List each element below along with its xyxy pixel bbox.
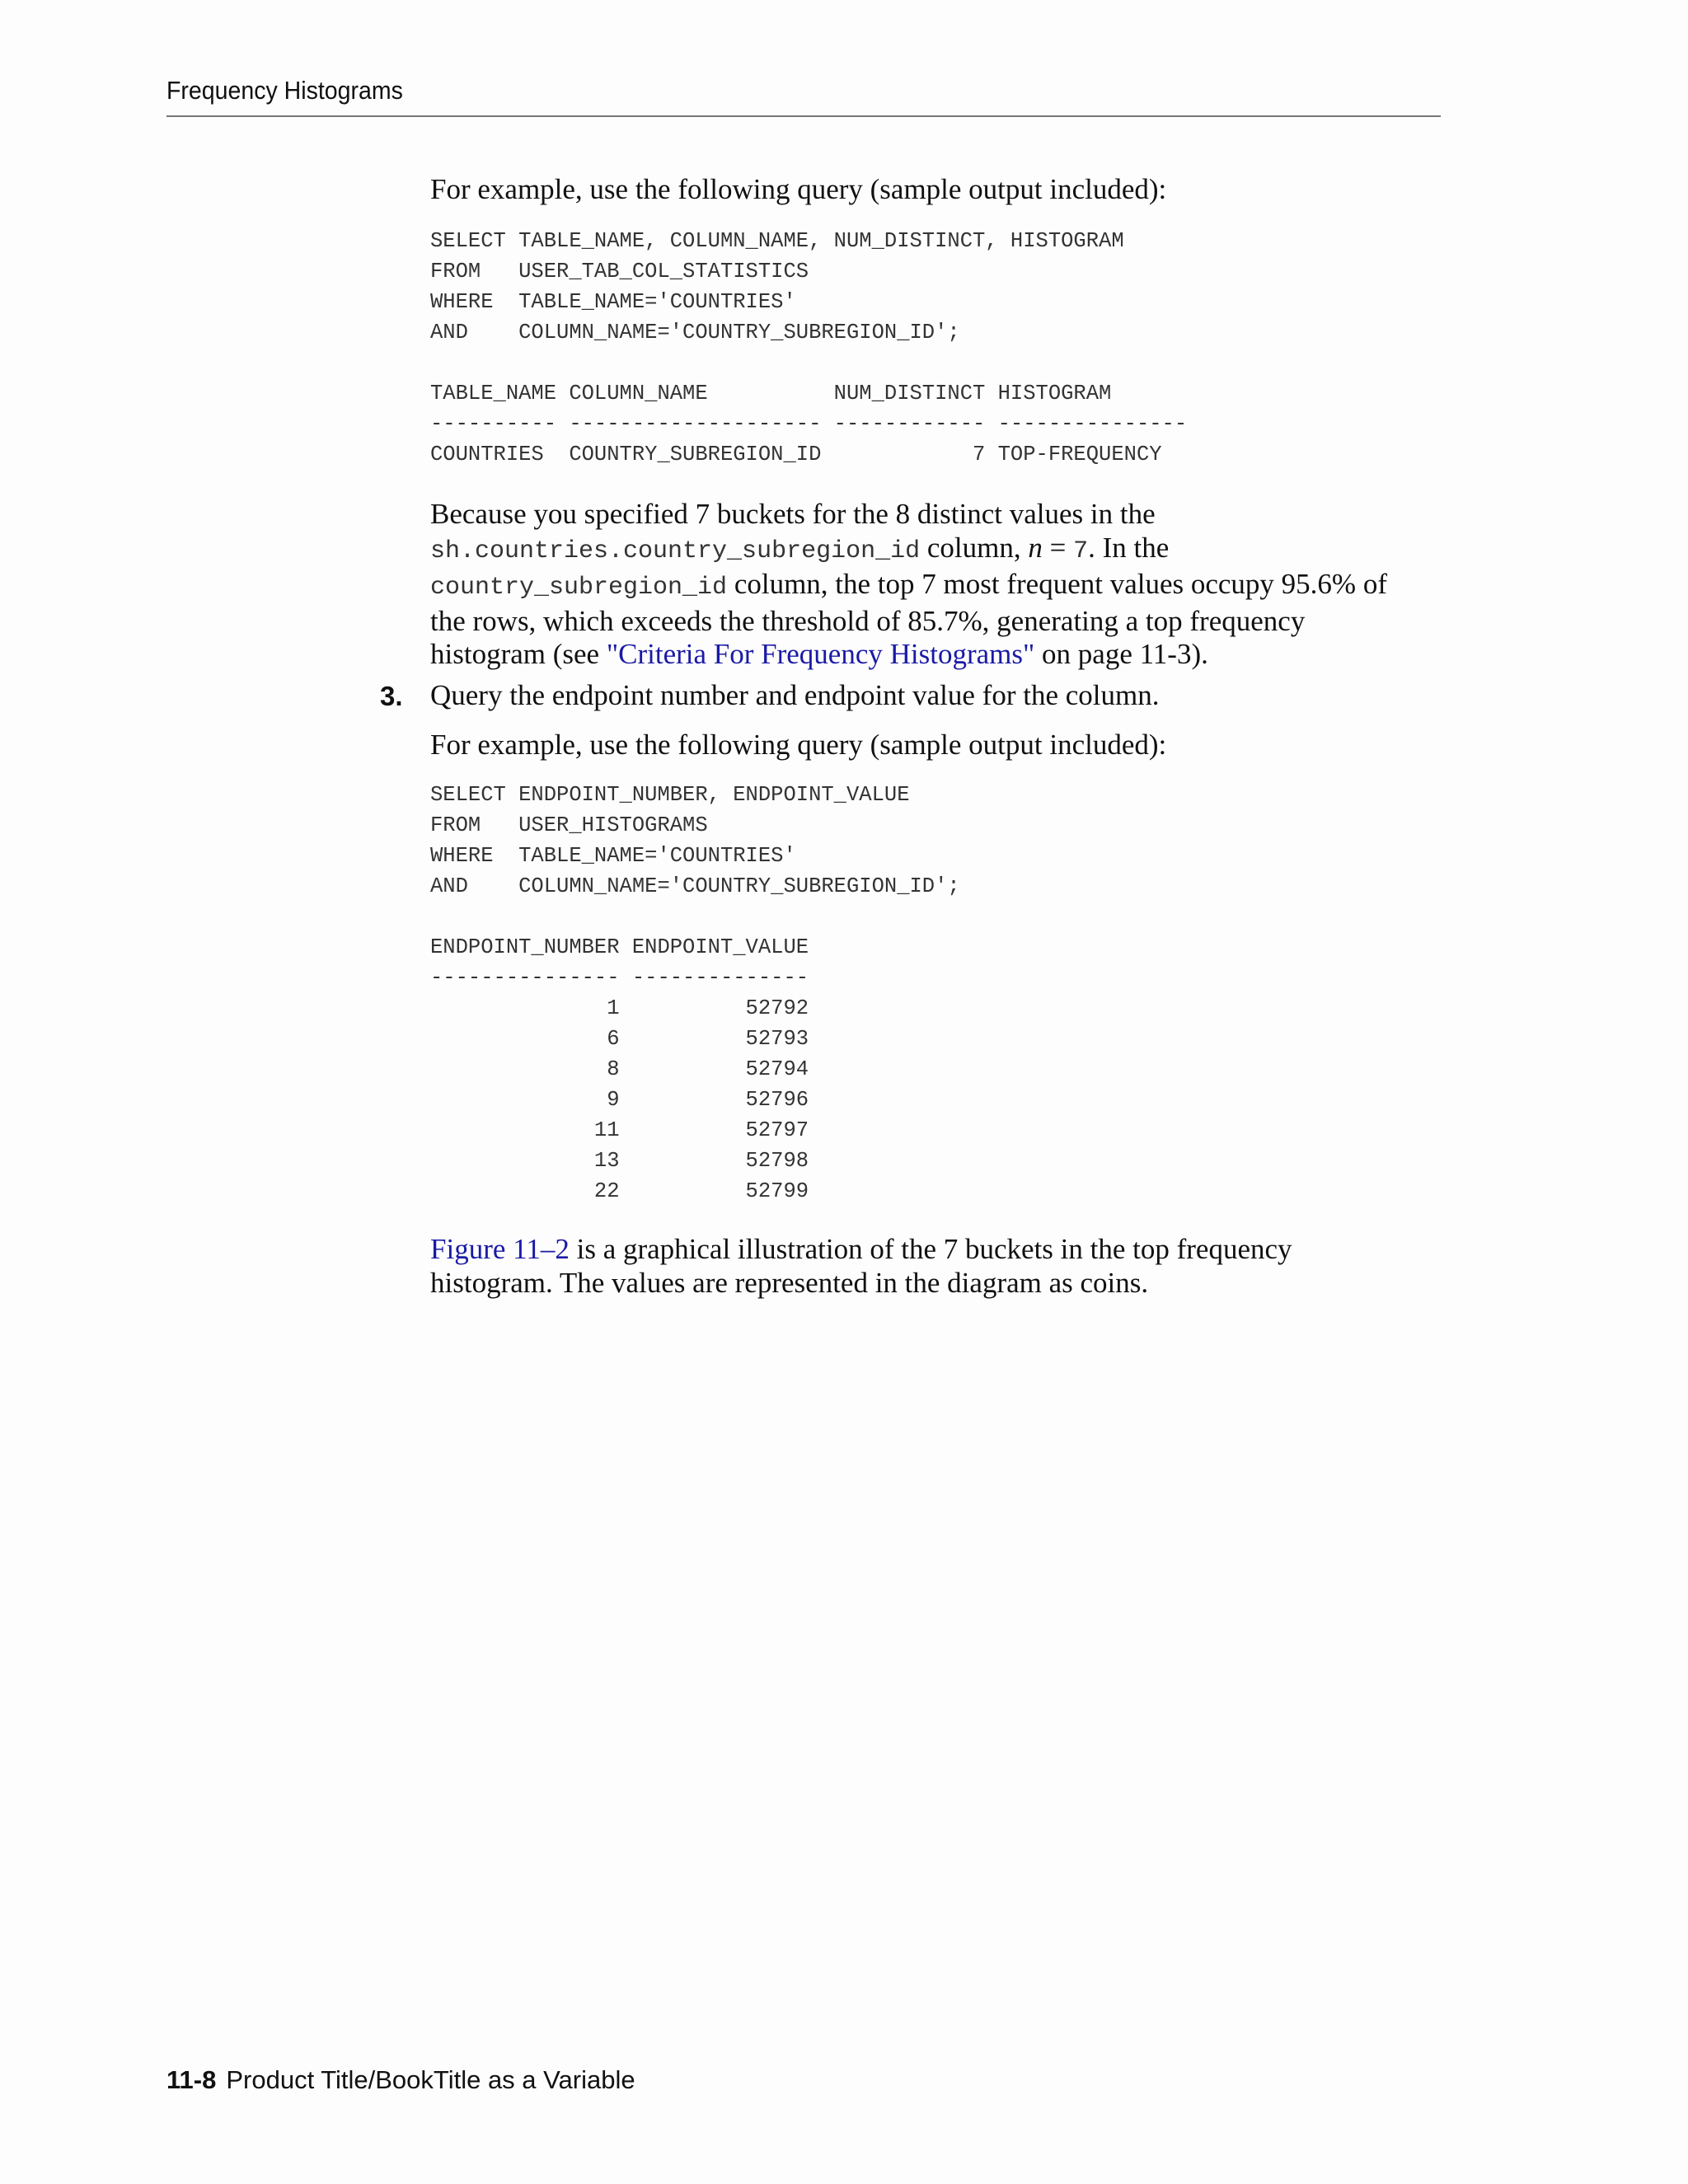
step-number: 3.: [380, 681, 403, 711]
header-rule: [166, 115, 1441, 117]
intro-paragraph-2: For example, use the following query (sample output included):: [430, 729, 1167, 761]
inline-code-table-column: sh.countries.country_subregion_id: [430, 537, 921, 565]
criteria-frequency-histograms-link[interactable]: "Criteria For Frequency Histograms": [606, 638, 1035, 670]
page-footer: [166, 2065, 635, 2095]
figure-paragraph-text: is a graphical illustration of the 7 buckets in the top frequency histogram. The values are represented in the diagram as coins.: [430, 1233, 1292, 1299]
explanation-text-6: on page 11-3).: [1034, 638, 1208, 670]
inline-code-n-value: 7: [1073, 537, 1089, 565]
step-3-text: Query the endpoint number and endpoint value for the column.: [430, 679, 1160, 711]
figure-11-2-link[interactable]: Figure 11–2: [430, 1233, 570, 1265]
book-title: Product Title/BookTitle as a Variable: [226, 2065, 635, 2094]
intro-paragraph-1: For example, use the following query (sample output included):: [430, 173, 1167, 205]
running-header: Frequency Histograms: [166, 76, 403, 105]
figure-paragraph: [430, 1233, 1403, 1300]
explanation-paragraph: [430, 498, 1419, 672]
inline-code-column: country_subregion_id: [430, 574, 728, 602]
explanation-text-5: column, the top 7 most frequent values occupy 95.6% of the rows, which exceeds the threshold of 85.7%, generating a top frequency histogram (see: [430, 568, 1387, 670]
explanation-text-1: Because you specified 7 buckets for the 8 distinct values in the: [430, 498, 1156, 530]
code-block-user-tab-col-statistics: SELECT TABLE_NAME, COLUMN_NAME, NUM_DISTINCT, HISTOGRAM FROM USER_TAB_COL_STATISTICS WHERE TABLE_NAME='COUNTRIES' AND COLUMN_NAME='COUNTRY_SUBREGION_ID'; TABLE_NAME COLUMN_NAME NUM_DISTINCT HISTOGRAM ---------- -------------------- ------------ --------------- COUNTRIES COUNTRY_SUBREGION_ID 7 TOP-FREQUENCY: [430, 229, 1188, 466]
page-number: 11-8: [166, 2065, 217, 2094]
explanation-text-3: =: [1042, 531, 1074, 564]
explanation-text-2: column,: [920, 531, 1029, 564]
code-block-user-histograms: SELECT ENDPOINT_NUMBER, ENDPOINT_VALUE FROM USER_HISTOGRAMS WHERE TABLE_NAME='COUNTRIES' AND COLUMN_NAME='COUNTRY_SUBREGION_ID'; ENDPOINT_NUMBER ENDPOINT_VALUE --------------- -------------- 1 52792 6 52793 8 52794 9 52796 11 52797 13 52798 22 52799: [430, 783, 960, 1203]
explanation-text-4: . In the: [1088, 531, 1170, 564]
variable-n: n: [1028, 531, 1043, 564]
